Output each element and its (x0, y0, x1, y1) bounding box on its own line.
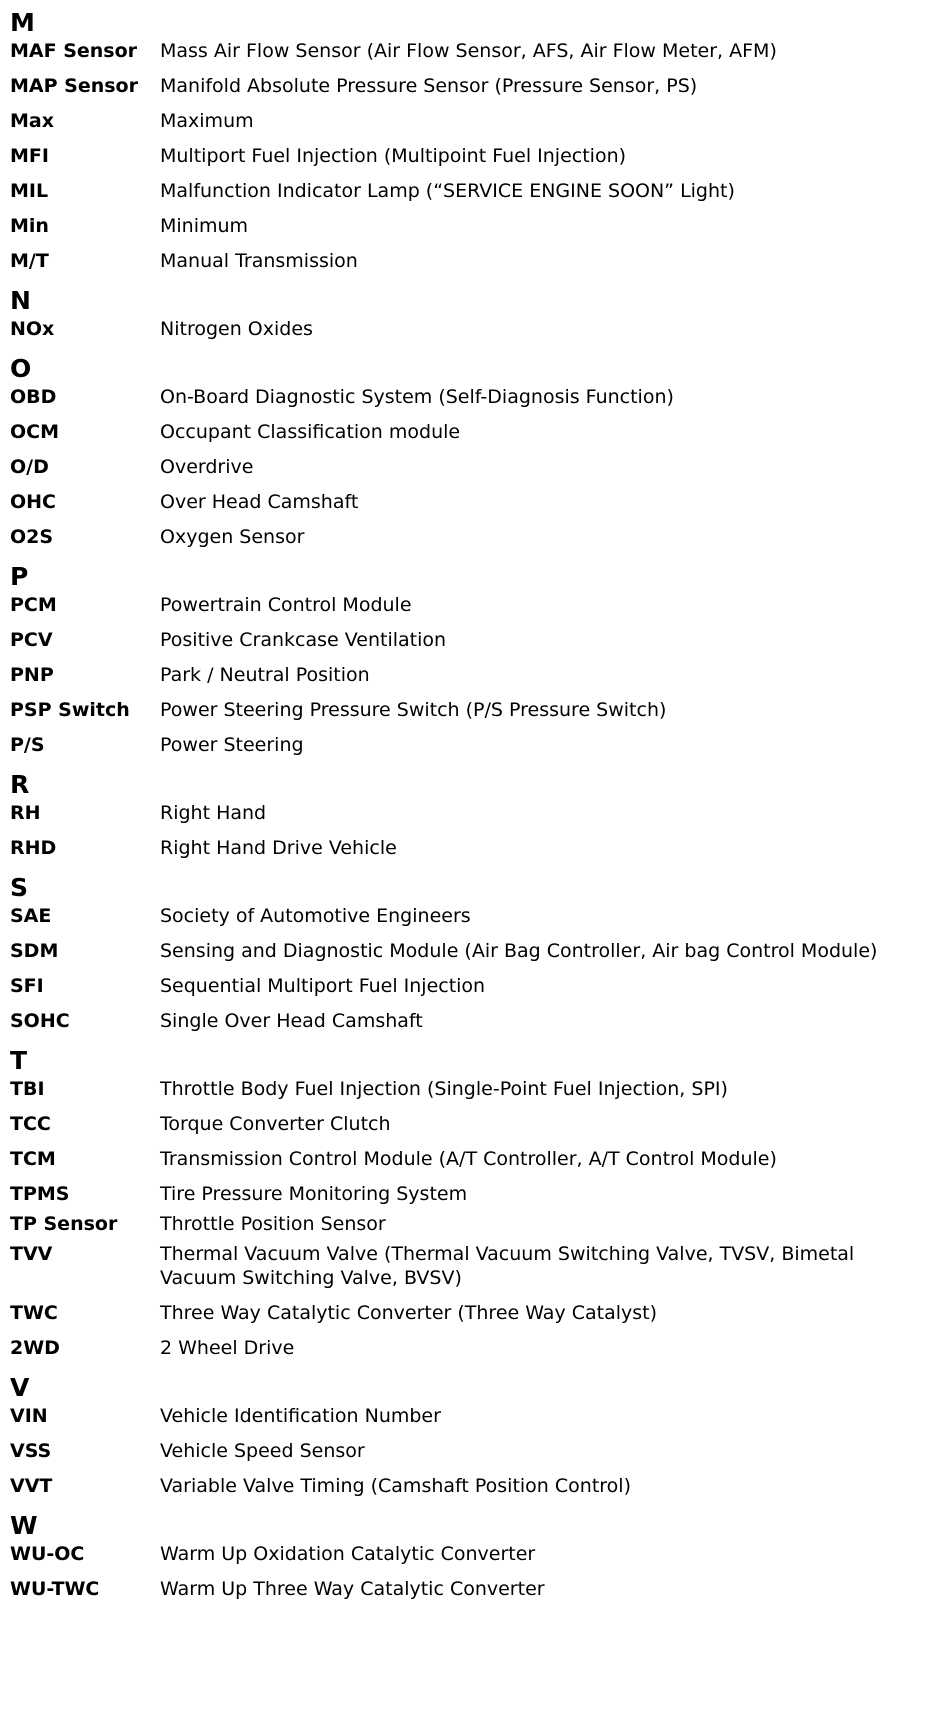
entry-abbreviation: O/D (10, 456, 49, 478)
entry-abbreviation: OBD (10, 386, 57, 408)
glossary-entry (10, 214, 944, 249)
glossary-entry (10, 1542, 944, 1577)
entry-definition: Park / Neutral Position (160, 664, 370, 686)
glossary-section (10, 768, 944, 871)
glossary-entry (10, 1577, 944, 1612)
glossary-entry (10, 39, 944, 74)
section-letter-heading: O (10, 354, 32, 383)
glossary-section (10, 352, 944, 560)
entry-abbreviation: TBI (10, 1078, 45, 1100)
glossary-entry (10, 1009, 944, 1044)
glossary-entry (10, 317, 944, 352)
glossary-entry (10, 628, 944, 663)
entry-definition: Throttle Body Fuel Injection (Single-Point Fuel Injection, SPI) (160, 1078, 728, 1100)
entry-abbreviation: PCM (10, 594, 57, 616)
entry-definition: Sequential Multiport Fuel Injection (160, 975, 486, 997)
glossary-entry (10, 1147, 944, 1182)
entry-definition: Right Hand Drive Vehicle (160, 837, 397, 859)
glossary-entry (10, 698, 944, 733)
entry-definition: Manifold Absolute Pressure Sensor (Pressure Sensor, PS) (160, 75, 698, 97)
glossary-entry (10, 593, 944, 628)
glossary-entry (10, 1439, 944, 1474)
entry-abbreviation: TWC (10, 1302, 58, 1324)
glossary-entry (10, 109, 944, 144)
section-letter-heading: W (10, 1511, 38, 1540)
glossary-entry (10, 1474, 944, 1509)
entry-definition: Overdrive (160, 456, 254, 478)
entry-definition: Three Way Catalytic Converter (Three Way Catalyst) (160, 1302, 658, 1324)
glossary-entry (10, 974, 944, 1009)
glossary-entry (10, 1336, 944, 1371)
glossary-entry (10, 836, 944, 871)
section-letter-heading: M (10, 8, 35, 37)
glossary-section (10, 871, 944, 1044)
section-letter-heading: S (10, 873, 29, 902)
entry-abbreviation: WU-OC (10, 1543, 85, 1565)
entry-definition: Warm Up Oxidation Catalytic Converter (160, 1543, 536, 1565)
entry-definition: Minimum (160, 215, 249, 237)
glossary-entry (10, 420, 944, 455)
glossary-entry (10, 249, 944, 284)
entry-definition: Vehicle Identification Number (160, 1405, 441, 1427)
entry-definition: Sensing and Diagnostic Module (Air Bag Controller, Air bag Control Module) (160, 940, 878, 962)
glossary-section (10, 1371, 944, 1509)
glossary-entry (10, 1077, 944, 1112)
entry-abbreviation: PNP (10, 664, 54, 686)
entry-abbreviation: P/S (10, 734, 45, 756)
section-letter-heading: T (10, 1046, 28, 1075)
entry-definition: Positive Crankcase Ventilation (160, 629, 447, 651)
entry-abbreviation: MIL (10, 180, 49, 202)
entry-definition: Thermal Vacuum Valve (Thermal Vacuum Switching Valve, TVSV, Bimetal Vacuum Switching Valve, BVSV) (160, 1243, 855, 1289)
glossary-entry (10, 733, 944, 768)
glossary-entry (10, 490, 944, 525)
glossary-entry (10, 904, 944, 939)
entry-definition: Throttle Position Sensor (160, 1213, 386, 1235)
section-letter-heading: N (10, 286, 31, 315)
entry-abbreviation: SDM (10, 940, 59, 962)
entry-definition: Torque Converter Clutch (160, 1113, 391, 1135)
section-letter-heading: V (10, 1373, 30, 1402)
entry-definition: 2 Wheel Drive (160, 1337, 295, 1359)
entry-definition: Warm Up Three Way Catalytic Converter (160, 1578, 545, 1600)
glossary-entry (10, 74, 944, 109)
entry-definition: Power Steering Pressure Switch (P/S Pressure Switch) (160, 699, 667, 721)
glossary-entry (10, 1112, 944, 1147)
entry-abbreviation: TVV (10, 1243, 53, 1265)
glossary-entry (10, 179, 944, 214)
section-letter-heading: R (10, 770, 30, 799)
entry-definition: Variable Valve Timing (Camshaft Position Control) (160, 1475, 631, 1497)
entry-definition: Multiport Fuel Injection (Multipoint Fuel Injection) (160, 145, 627, 167)
glossary-entry (10, 1404, 944, 1439)
entry-definition: Malfunction Indicator Lamp (“SERVICE ENGINE SOON” Light) (160, 180, 735, 202)
glossary-section (10, 1509, 944, 1612)
entry-abbreviation: MAF Sensor (10, 40, 138, 62)
glossary-entry (10, 455, 944, 490)
section-letter-heading: P (10, 562, 29, 591)
entry-abbreviation: TCC (10, 1113, 51, 1135)
glossary-entry (10, 801, 944, 836)
entry-abbreviation: SAE (10, 905, 52, 927)
entry-abbreviation: WU-TWC (10, 1578, 100, 1600)
entry-definition: Power Steering (160, 734, 304, 756)
glossary-entry (10, 1212, 944, 1242)
entry-abbreviation: OCM (10, 421, 60, 443)
entry-abbreviation: Max (10, 110, 54, 132)
glossary-section (10, 6, 944, 284)
entry-abbreviation: O2S (10, 526, 54, 548)
entry-abbreviation: RHD (10, 837, 57, 859)
glossary-section (10, 284, 944, 352)
entry-abbreviation: VSS (10, 1440, 52, 1462)
entry-abbreviation: PSP Switch (10, 699, 130, 721)
entry-definition: Society of Automotive Engineers (160, 905, 471, 927)
entry-definition: Transmission Control Module (A/T Controller, A/T Control Module) (160, 1148, 777, 1170)
entry-definition: Single Over Head Camshaft (160, 1010, 423, 1032)
glossary-entry (10, 144, 944, 179)
entry-abbreviation: RH (10, 802, 41, 824)
entry-abbreviation: MAP Sensor (10, 75, 138, 97)
entry-definition: Right Hand (160, 802, 267, 824)
entry-abbreviation: MFI (10, 145, 49, 167)
glossary-entry (10, 385, 944, 420)
entry-abbreviation: SOHC (10, 1010, 70, 1032)
entry-abbreviation: SFI (10, 975, 44, 997)
glossary-entry (10, 1301, 944, 1336)
entry-definition: Occupant Classification module (160, 421, 461, 443)
entry-definition: Nitrogen Oxides (160, 318, 313, 340)
entry-definition: Powertrain Control Module (160, 594, 412, 616)
entry-abbreviation: VVT (10, 1475, 53, 1497)
glossary-entry (10, 939, 944, 974)
entry-definition: On-Board Diagnostic System (Self-Diagnosis Function) (160, 386, 674, 408)
glossary-section (10, 1044, 944, 1371)
entry-abbreviation: PCV (10, 629, 53, 651)
entry-definition: Over Head Camshaft (160, 491, 359, 513)
glossary-entry (10, 525, 944, 560)
entry-abbreviation: M/T (10, 250, 49, 272)
entry-definition: Manual Transmission (160, 250, 358, 272)
entry-definition: Oxygen Sensor (160, 526, 305, 548)
glossary-entry (10, 663, 944, 698)
entry-abbreviation: Min (10, 215, 49, 237)
entry-abbreviation: TPMS (10, 1183, 70, 1205)
entry-abbreviation: TP Sensor (10, 1213, 118, 1235)
entry-abbreviation: NOx (10, 318, 55, 340)
glossary-section (10, 560, 944, 768)
entry-definition: Maximum (160, 110, 254, 132)
entry-definition: Vehicle Speed Sensor (160, 1440, 365, 1462)
glossary-entry (10, 1182, 944, 1212)
entry-abbreviation: TCM (10, 1148, 56, 1170)
entry-definition: Mass Air Flow Sensor (Air Flow Sensor, AFS, Air Flow Meter, AFM) (160, 40, 777, 62)
entry-definition: Tire Pressure Monitoring System (160, 1183, 468, 1205)
entry-abbreviation: OHC (10, 491, 56, 513)
entry-abbreviation: 2WD (10, 1337, 60, 1359)
glossary-entry (10, 1242, 944, 1301)
entry-abbreviation: VIN (10, 1405, 48, 1427)
